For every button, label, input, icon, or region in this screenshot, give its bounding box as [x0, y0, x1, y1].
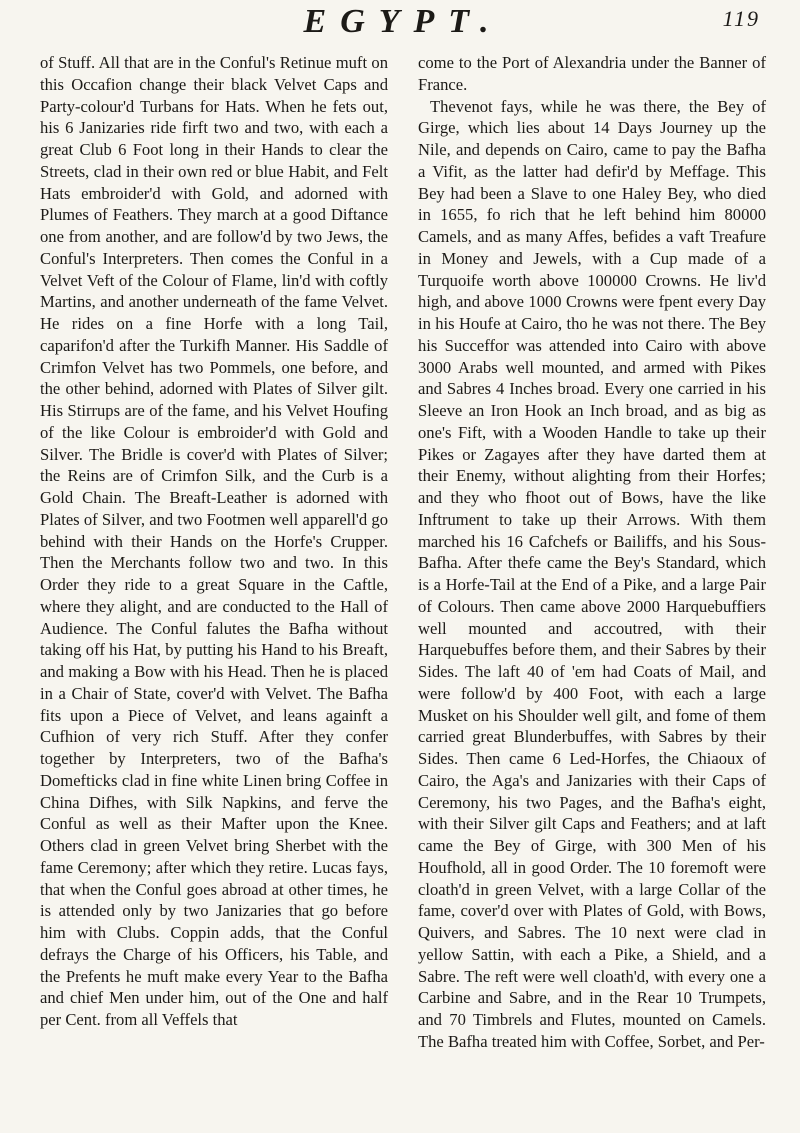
text-columns	[40, 52, 766, 1053]
right-column	[418, 52, 766, 1053]
page-number: 119	[722, 6, 760, 31]
right-paragraph: come to the Port of Alexandria under the Banner of France.	[418, 53, 766, 94]
page-title: EGYPT.	[303, 3, 503, 40]
running-head	[40, 0, 766, 44]
left-column	[40, 52, 388, 1053]
right-paragraph: Thevenot fays, while he was there, the Bey of Girge, which lies about 14 Days Journey up the Nile, and depends on Cairo, came to pay the Bafha a Vifit, as the latter had defir'd by Meffage. This Bey had been a Slave to one Haley Bey, who died in 1655, fo rich that he left behind him 80000 Camels, and as many Affes, befides a vaft Treafure in Money and Jewels, with a Cup made of a Turquoife worth above 100000 Crowns. He liv'd high, and above 1000 Crowns were fpent every Day in his Houfe at Cairo, tho he was not there. The Bey his Succeffor was attended into Cairo with above 3000 Arabs well mounted, and armed with Pikes and Sabres 4 Inches broad. Every one carried in his Sleeve an Iron Hook an Inch broad, and as big as one's Fift, with a Wooden Handle to take up their Pikes or Zagayes after they have darted them at their Enemy, without alighting from their Horfes; and they who fhoot out of Bows, have the like Inftrument to take up their Arrows. With them marched his 16 Cafchefs or Bailiffs, and his Sous-Bafha. After thefe came the Bey's Standard, which is a Horfe-Tail at the End of a Pike, and a large Pair of Colours. Then came above 2000 Harquebuffiers well mounted and accoutred, with their Harquebuffes before them, and their Sabres by their Sides. The laft 40 of 'em had Coats of Mail, and were follow'd by 400 Foot, with each a large Musket on his Shoulder well gilt, and fome of them carried great Blunderbuffes, with Sabres by their Sides. Then came 6 Led-Horfes, the Chiaoux of Cairo, the Aga's and Janizaries with their Caps of Ceremony, his two Pages, and the Bafha's eight, with their Silver gilt Caps and Feathers; and at laft came the Bey of Girge, with 300 Men of his Houfhold, all in good Order. The 10 foremoft were cloath'd in green Velvet, with a large Collar of the fame, cover'd over with Plates of Gold, with Bows, Quivers, and Sabres. The 10 next were clad in yellow Sattin, with each a Pike, a Shield, and a Sabre. The reft were well cloath'd, with every one a Carbine and Sabre, and in the Rear 10 Trumpets, and 70 Timbrels and Flutes, mounted on Camels. The Bafha treated him with Coffee, Sorbet, and Per-	[418, 96, 766, 1051]
left-paragraph: of Stuff. All that are in the Conful's Retinue muft on this Occafion change their black Velvet Caps and Party-colour'd Turbans for Hats. When he fets out, his 6 Janizaries ride firft two and two, with each a great Club 6 Foot long in their Hands to clear the Streets, clad in their own red or blue Habit, and Felt Hats embroider'd with Gold, and adorned with Plumes of Feathers. They march at a good Diftance one from another, and are follow'd by two Jews, the Conful's Interpreters. Then comes the Conful in a Velvet Veft of the Colour of Flame, lin'd with coftly Martins, and another underneath of the fame Velvet. He rides on a fine Horfe with a long Tail, caparifon'd after the Turkifh Manner. His Saddle of Crimfon Velvet has two Pommels, one before, and the other behind, adorned with Plates of Silver gilt. His Stirrups are of the fame, and his Velvet Houfing of the like Colour is embroider'd with Gold and Silver. The Bridle is cover'd with Plates of Silver; the Reins are of Crimfon Silk, and the Curb is a Gold Chain. The Breaft-Leather is adorned with Plates of Silver, and two Footmen well apparell'd go behind with their Hands on the Horfe's Crupper. Then the Merchants follow two and two. In this Order they ride to a great Square in the Caftle, where they alight, and are conducted to the Hall of Audience. The Conful falutes the Bafha without taking off his Hat, by putting his Hand to his Breaft, and making a Bow with his Head. Then he is placed in a Chair of State, cover'd with Velvet. The Bafha fits upon a Piece of Velvet, and leans againft a Cufhion of very rich Stuff. After they confer together by Interpreters, two of the Bafha's Domefticks clad in fine white Linen bring Coffee in China Difhes, with Silk Napkins, and ferve the Conful as well as their Mafter upon the Knee. Others clad in green Velvet bring Sherbet with the fame Ceremony; after which they retire. Lucas fays, that when the Conful goes abroad at other times, he is attended only by two Janizaries that go before him with Clubs. Coppin adds, that the Conful defrays the Charge of his Officers, his Table, and the Prefents he muft make every Year to the Bafha and chief Men under him, out of the One and half per Cent. from all Veffels that	[40, 53, 388, 1029]
